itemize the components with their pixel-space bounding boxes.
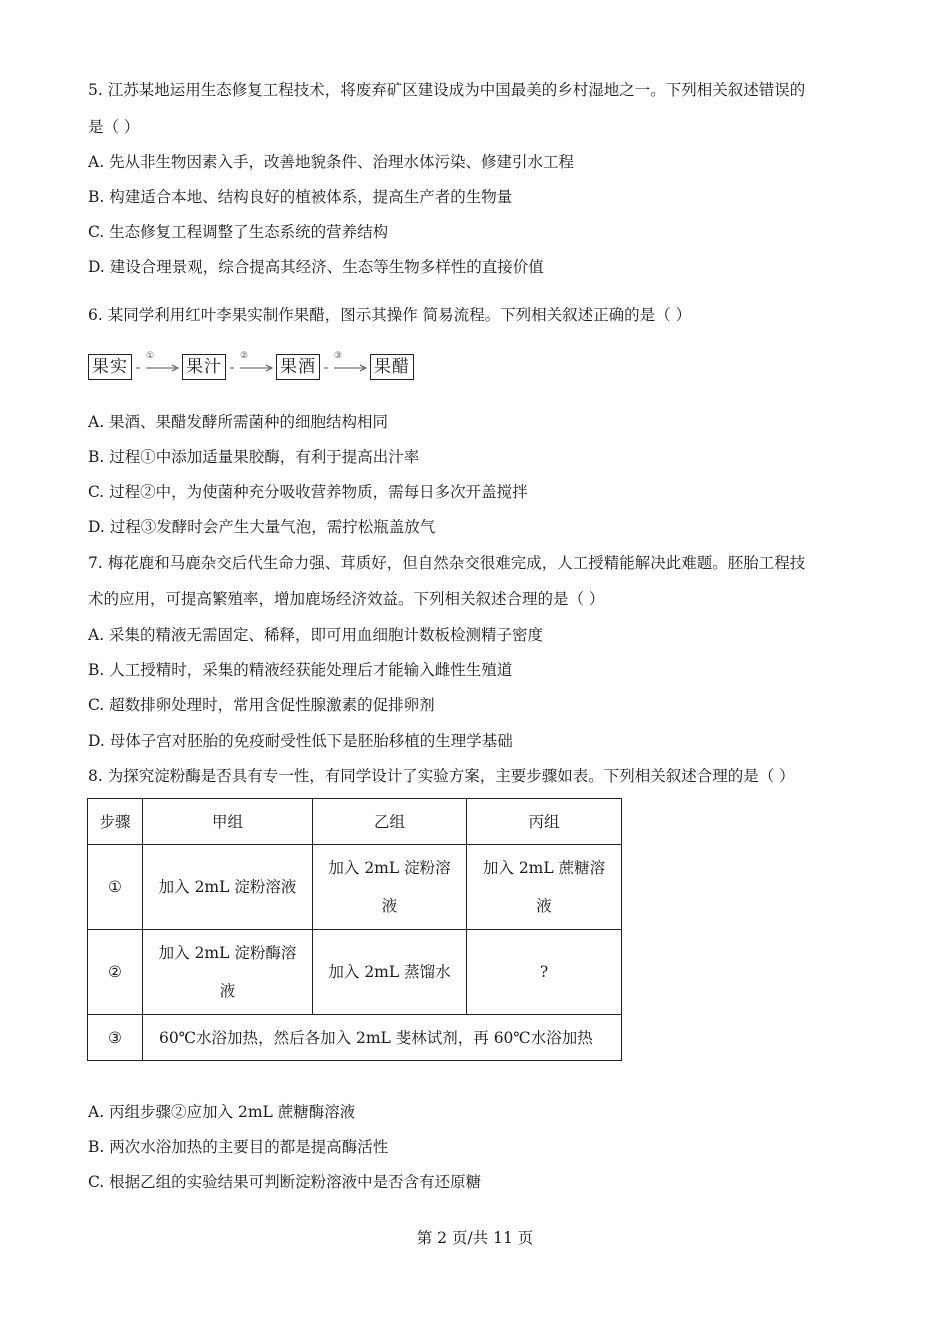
- cell-yi-step2: 加入 2mL 蒸馏水: [313, 930, 467, 1015]
- table-row: [88, 845, 622, 930]
- experiment-steps-table: [87, 798, 622, 1061]
- cell-bing-step1-line1: 加入 2mL 蔗糖溶: [482, 859, 606, 877]
- flow-arrow-3: [320, 351, 370, 380]
- q8-option-a: A. 丙组步骤②应加入 2mL 蔗糖酶溶液: [88, 1103, 356, 1121]
- q6-option-c: C. 过程②中，为使菌种充分吸收营养物质，需每日多次开盖搅拌: [88, 483, 528, 501]
- q5-stem-line1: 5. 江苏某地运用生态修复工程技术，将废弃矿区建设成为中国最美的乡村湿地之一。下列相关叙述错误的: [88, 81, 806, 99]
- cell-bing-step1-line2: 液: [536, 897, 552, 915]
- process-flow-diagram: [88, 352, 414, 382]
- table-row: [88, 930, 622, 1015]
- flow-arrow-2: [226, 351, 276, 380]
- step-number-1: ①: [88, 845, 143, 930]
- cell-step3-all: 60℃水浴加热，然后各加入 2mL 斐林试剂，再 60℃水浴加热: [143, 1015, 622, 1061]
- q6-option-b: B. 过程①中添加适量果胶酶，有利于提高出汁率: [88, 448, 420, 466]
- flow-step-1: ①: [146, 351, 155, 361]
- q7-stem-line2: 术的应用，可提高繁殖率，增加鹿场经济效益。下列相关叙述合理的是（ ）: [88, 590, 605, 608]
- cell-jia-step2: [143, 930, 313, 1015]
- flow-arrow-1: [132, 351, 182, 380]
- q6-stem: 6. 某同学利用红叶李果实制作果醋，图示其操作 简易流程。下列相关叙述正确的是（ ）: [88, 306, 692, 324]
- cell-jia-step2-line2: 液: [219, 982, 236, 1000]
- q7-option-a: A. 采集的精液无需固定、稀释，即可用血细胞计数板检测精子密度: [88, 626, 544, 644]
- header-group-jia: 甲组: [143, 799, 313, 845]
- cell-yi-step1-line1: 加入 2mL 淀粉溶: [328, 859, 451, 877]
- q8-option-c: C. 根据乙组的实验结果可判断淀粉溶液中是否含有还原糖: [88, 1173, 482, 1191]
- q7-option-b: B. 人工授精时，采集的精液经获能处理后才能输入雌性生殖道: [88, 661, 513, 679]
- cell-yi-step1-line2: 液: [381, 897, 398, 915]
- flow-step-3: ③: [334, 351, 343, 361]
- cell-jia-step2-line1: 加入 2mL 淀粉酶溶: [158, 944, 297, 962]
- step-number-2: ②: [88, 930, 143, 1015]
- flow-box-wine: 果酒: [276, 354, 320, 380]
- step-number-3: ③: [88, 1015, 143, 1061]
- q7-option-c: C. 超数排卵处理时，常用含促性腺激素的促排卵剂: [88, 696, 435, 714]
- q6-option-a: A. 果酒、果醋发酵所需菌种的细胞结构相同: [88, 413, 389, 431]
- q8-stem: 8. 为探究淀粉酶是否具有专一性，有同学设计了实验方案，主要步骤如表。下列相关叙述合理的是（ ）: [88, 767, 795, 785]
- table-header-row: [88, 799, 622, 845]
- q5-option-b: B. 构建适合本地、结构良好的植被体系，提高生产者的生物量: [88, 188, 513, 206]
- q7-option-d: D. 母体子宫对胚胎的免疫耐受性低下是胚胎移植的生理学基础: [88, 732, 513, 750]
- flow-step-2: ②: [240, 351, 249, 361]
- q5-option-a: A. 先从非生物因素入手，改善地貌条件、治理水体污染、修建引水工程: [88, 153, 575, 171]
- q5-option-c: C. 生态修复工程调整了生态系统的营养结构: [88, 223, 389, 241]
- page-footer: 第 2 页/共 11 页: [416, 1229, 534, 1247]
- table-row: [88, 1015, 622, 1061]
- arrow-right-icon: [226, 354, 276, 380]
- cell-bing-step1: [467, 845, 622, 930]
- cell-yi-step1: [313, 845, 467, 930]
- flow-box-vinegar: 果醋: [370, 354, 414, 380]
- header-step: 步骤: [88, 799, 143, 845]
- flow-box-fruit: 果实: [88, 354, 132, 380]
- flow-box-juice: 果汁: [182, 354, 226, 380]
- cell-jia-step1: 加入 2mL 淀粉溶液: [143, 845, 313, 930]
- header-group-bing: 丙组: [467, 799, 622, 845]
- q8-option-b: B. 两次水浴加热的主要目的都是提高酶活性: [88, 1138, 389, 1156]
- arrow-right-icon: [320, 354, 370, 380]
- header-group-yi: 乙组: [313, 799, 467, 845]
- q5-stem-line2: 是（ ）: [88, 118, 140, 136]
- q7-stem-line1: 7. 梅花鹿和马鹿杂交后代生命力强、茸质好，但自然杂交很难完成，人工授精能解决此难题。胚胎工程技: [88, 554, 806, 572]
- arrow-right-icon: [132, 354, 182, 380]
- cell-bing-step2: ?: [467, 930, 622, 1015]
- q5-option-d: D. 建设合理景观，综合提高其经济、生态等生物多样性的直接价值: [88, 258, 544, 276]
- q6-option-d: D. 过程③发酵时会产生大量气泡，需拧松瓶盖放气: [88, 518, 436, 536]
